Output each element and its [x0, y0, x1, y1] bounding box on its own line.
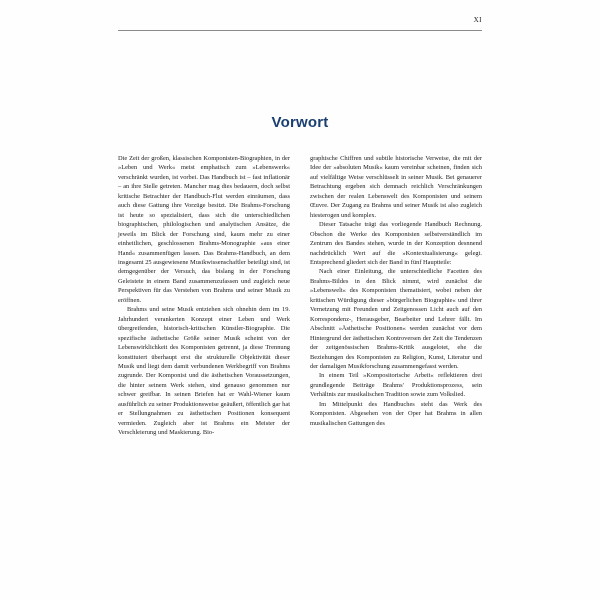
paragraph: Nach einer Einleitung, die unterschiedliche Facetten des Brahms-Bildes in den Blick nimmt, wird zunächst die »Lebenswelt« des Komponisten thematisiert, wobei neben der kritischen Würdigung dieser »bürgerlichen Biographie« und ihrer Vernetzung mit Freunden und Zeitgenossen Licht auch auf den Korrespondenz-, Herausgeber, Bearbeiter und Lehrer fällt. Im Abschnitt »Ästhetische Positionen« werden zunächst vor dem Hintergrund der ästhetischen Kontroversen der Zeit die Tendenzen der zeitgenössischen Brahms-Kritik ausgelotet, ehe die Beziehungen des Komponisten zu Religion, Kunst, Literatur und der damaligen Musikforschung zusammengefasst werden. — [310, 268, 482, 370]
page-folio: XI — [473, 16, 482, 24]
paragraph: Dieser Tatsache trägt das vorliegende Handbuch Rechnung. Obschon die Werke des Komponisten selbstverständlich im Zentrum des Bandes stehen, wurde in der Konzeption desnnend nachdrücklich Wert auf die »Kontextualisierung« gelegt. Entsprechend gliedert sich der Band in fünf Hauptteile: — [310, 221, 482, 266]
text-column-left — [118, 154, 290, 438]
text-column-right — [310, 154, 482, 438]
paragraph: In einem Teil »Kompositorische Arbeit« reflektieren drei grundlegende Beiträge Brahms' Produktionsprozess, sein Verhältnis zur musikalischen Tradition sowie zum Volkslied. — [310, 372, 482, 399]
paragraph: Im Mittelpunkt des Handbuches steht das Werk des Komponisten. Abgesehen von der Oper hat Brahms in allen musikalischen Gattungen des — [310, 400, 482, 427]
header-rule — [118, 30, 482, 31]
text-columns — [118, 154, 482, 438]
paragraph: Die Zeit der großen, klassischen Komponisten-Biographien, in der »Leben und Werk« meist emphatisch zum »Lebenswerk« verschränkt wurden, ist vorbei. Das Handbuch ist – fast inflationär – an ihre Stelle getreten. Mancher mag dies bedauern, doch selbst kritische Betrachter der Handbuch-Flut werden einräumen, dass auch diese Gattung ihre Vorzüge besitzt. Die Brahms-Forschung ist heute so spezialisiert, dass sich die unterschiedlichen biographischen, philologischen und analytischen Ansätze, die jeweils im Blick der Forschung sind, kaum mehr zu einer einheitlichen, geschlossenen Brahms-Monographie »aus einer Hand« zusammenfügen lassen. Das Brahms-Handbuch, an dem insgesamt 25 ausgewiesene Musikwissenschaftler beteiligt sind, ist demgegenüber der Versuch, das bislang in der Forschung Geleistete in einem Band zusammenzufassen und zugleich neue Perspektiven für das Verstehen von Brahms und seiner Musik zu eröffnen. — [118, 155, 290, 304]
paragraph: Brahms und seine Musik entziehen sich ohnehin dem im 19. Jahrhundert verankerten Konzept einer Leben und Werk übergreifenden, historisch-kritischen Künstler-Biographie. Die spezifische ästhetische Größe seiner Musik scheint von der Lebenswirklichkeit des Komponisten getrennt, ja diese Trennung konstituiert überhaupt erst die strukturelle Objektivität dieser Musik und liegt dem damit verbundenen Werkbegriff von Brahms zugrunde. Der Komponist und die ästhetischen Voraussetzungen, die hinter seinem Werk stehen, sind genauso genommen nur schwer greifbar. In seinen Briefen hat er Wahl-Wiener kaum ausführlich zu seiner Produktionsweise geäußert, öffentlich gar hat er Stellungnahmen zu ästhetischen Positionen konsequent vermieden. Zugleich aber ist Brahms ein Meister der Verschleierung und Maskierung. Bio- — [118, 306, 290, 437]
paragraph: graphische Chiffren und subtile historische Verweise, die mit der Idee der »absoluten Musik« kaum vereinbar scheinen, finden sich auf vielfältige Weise verschlüsselt in seiner Musik. Bei genauerer Betrachtung ergeben sich demnach reichlich Verschränkungen zwischen der realen Lebenswelt des Komponisten und seinem Œuvre. Der Zugang zu Brahms und seiner Musik ist also zugleich hiesterogen und komplex. — [310, 155, 482, 219]
page-title: Vorwort — [271, 114, 329, 132]
